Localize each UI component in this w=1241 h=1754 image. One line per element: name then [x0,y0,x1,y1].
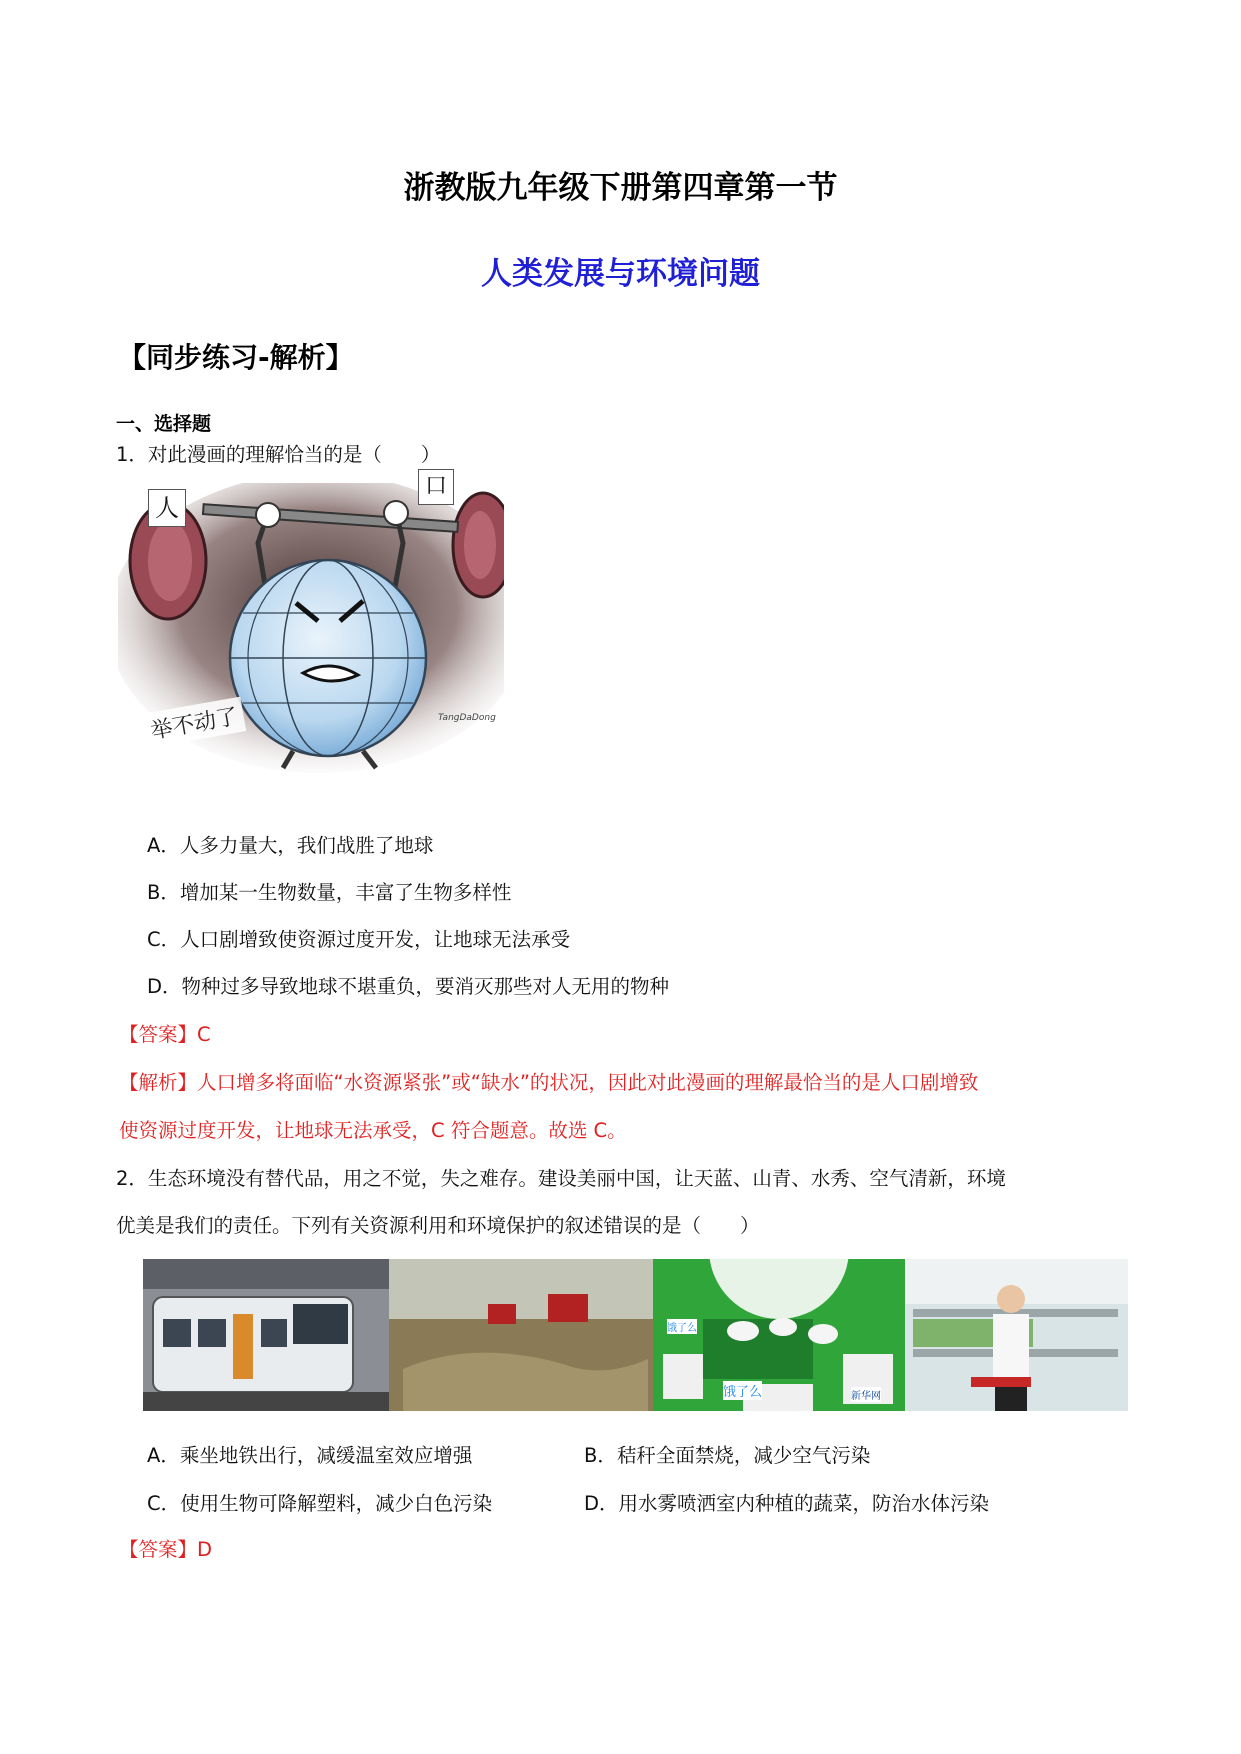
cartoon-caption: 举不动了 [142,697,247,749]
answer-value: C [197,1023,211,1046]
question-1-answer [119,1021,211,1049]
question-2-option-b: B．秸秆全面禁烧，减少空气污染 [584,1444,871,1467]
question-1-option-c: C．人口剧增致使资源过度开发，让地球无法承受 [147,928,571,951]
question-2-option-c: C．使用生物可降解塑料，减少白色污染 [147,1492,493,1515]
document-title: 浙教版九年级下册第四章第一节 [403,170,838,206]
answer-label-2: 【答案】 [119,1538,198,1561]
subsection-heading: 一、选择题 [116,413,212,435]
cartoon-signature: TangDaDong [438,713,496,723]
answer-label: 【答案】 [119,1023,198,1046]
photo-text-brand-2: 饿了么 [667,1319,697,1334]
question-2-answer [119,1536,212,1564]
cartoon-label-left: 人 [148,489,186,527]
analysis-label: 【解析】 [119,1071,198,1094]
cartoon-label-right: 口 [418,469,454,505]
analysis-text-line1: 人口增多将面临“水资源紧张”或“缺水”的状况，因此对此漫画的理解最恰当的是人口剧增致 [197,1071,979,1094]
answer-value-2: D [197,1538,213,1561]
question-2-photo-strip [143,1259,1128,1411]
section-heading: 【同步练习-解析】 [118,341,354,374]
question-1-analysis [119,1069,1129,1097]
question-2-stem-line1: 2．生态环境没有替代品，用之不觉，失之难存。建设美丽中国，让天蓝、山青、水秀、空气清新，环境 [116,1167,1006,1190]
question-1-option-d: D．物种过多导致地球不堪重负，要消灭那些对人无用的物种 [147,975,670,998]
cartoon-image [118,474,504,773]
photo-strip-illustration [143,1259,1128,1411]
question-1-option-a: A．人多力量大，我们战胜了地球 [147,834,434,857]
question-2-option-a: A．乘坐地铁出行，减缓温室效应增强 [147,1444,473,1467]
question-2-stem-line2: 优美是我们的责任。下列有关资源利用和环境保护的叙述错误的是（ ） [116,1214,760,1237]
question-2-option-d: D．用水雾喷洒室内种植的蔬菜，防治水体污染 [584,1492,990,1515]
question-1-analysis-line2: 使资源过度开发，让地球无法承受，C 符合题意。故选 C。 [119,1119,627,1142]
photo-text-brand-3: 新华网 [851,1387,881,1402]
question-1-stem: 1．对此漫画的理解恰当的是（ ） [116,443,441,466]
document-subtitle: 人类发展与环境问题 [481,256,760,292]
photo-text-brand-1: 饿了么 [723,1381,762,1400]
question-1-option-b: B．增加某一生物数量，丰富了生物多样性 [147,881,512,904]
